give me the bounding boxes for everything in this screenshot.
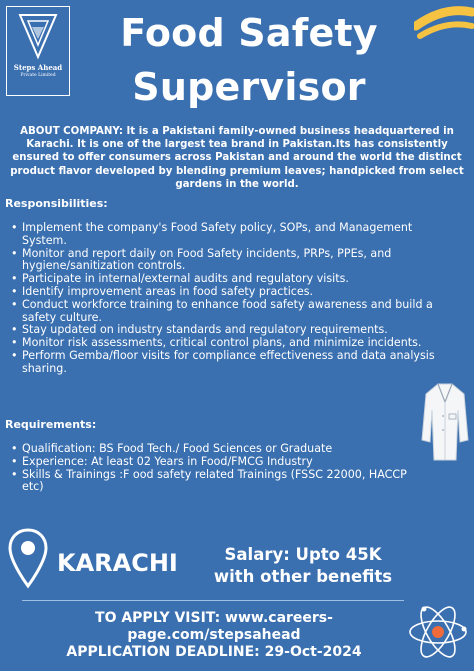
list-item: • Experience: At least 02 Years in Food/FMCG Industry	[8, 456, 428, 469]
list-item: • Perform Gemba/floor visits for compliance effectiveness and data analysis sharing.	[8, 350, 446, 376]
list-item: • Implement the company's Food Safety policy, SOPs, and Management System.	[8, 222, 446, 248]
requirements-list	[8, 443, 428, 494]
apply-line-2: page.com/stepsahead	[127, 627, 301, 643]
responsibilities-list	[8, 222, 446, 376]
list-item: • Participate in internal/external audits and regulatory visits.	[8, 273, 446, 286]
list-item: • Monitor risk assessments, critical control plans, and minimize incidents.	[8, 337, 446, 350]
logo-subtitle: Private Limited	[20, 73, 56, 78]
list-item: • Monitor and report daily on Food Safety incidents, PRPs, PPEs, and hygiene/sanitization controls.	[8, 248, 446, 274]
map-pin-icon	[8, 528, 48, 590]
about-text: It is a Pakistani family-owned business headquartered in Karachi. It is one of the largest tea brand in Pakistan.Its has consistently ensured to offer consumers across Pakistan and around the world the distinct product flavor developed by blending premium leaves; handpicked from select gardens in the world.	[10, 126, 464, 190]
location-label: KARACHI	[57, 549, 178, 577]
title-line-1: Food Safety	[120, 11, 378, 55]
list-item: • Identify improvement areas in food safety practices.	[8, 286, 446, 299]
logo-icon	[16, 11, 60, 61]
company-logo	[6, 6, 70, 96]
list-item: • Conduct workforce training to enhance food safety awareness and build a safety culture.	[8, 299, 446, 325]
atom-icon	[406, 599, 470, 665]
salary-text: Salary: Upto 45K with other benefits	[213, 545, 393, 586]
yellow-stroke-decor	[414, 0, 474, 40]
about-company	[6, 125, 468, 191]
apply-info	[40, 610, 388, 661]
lab-coat-icon	[420, 380, 470, 462]
application-deadline: APPLICATION DEADLINE: 29-Oct-2024	[66, 644, 362, 660]
list-item: • Stay updated on industry standards and regulatory requirements.	[8, 324, 446, 337]
about-label: ABOUT COMPANY:	[20, 126, 123, 137]
divider	[22, 600, 404, 601]
page-title	[80, 6, 418, 114]
list-item: • Skills & Trainings :F ood safety related Trainings (FSSC 22000, HACCP etc)	[8, 469, 428, 495]
list-item: • Qualification: BS Food Tech./ Food Sciences or Graduate	[8, 443, 428, 456]
requirements-heading: Requirements:	[5, 418, 97, 431]
title-line-2: Supervisor	[132, 65, 366, 109]
responsibilities-heading: Responsibilities:	[5, 197, 108, 210]
apply-line-1: TO APPLY VISIT: www.careers-	[95, 610, 333, 626]
logo-name: Steps Ahead	[13, 63, 63, 72]
